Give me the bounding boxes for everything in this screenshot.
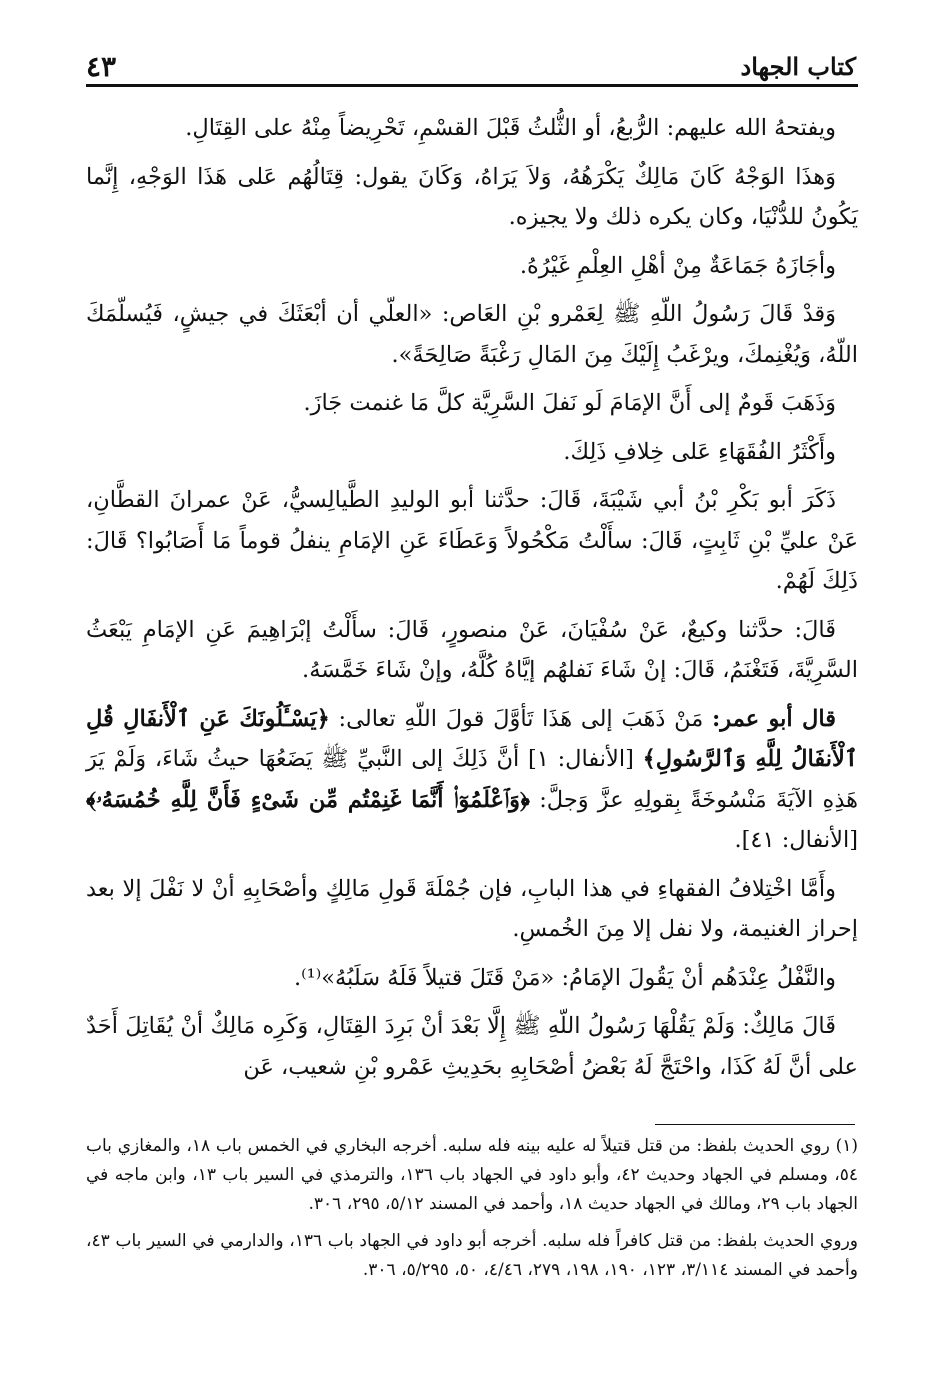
paragraph: وأجَازَهُ جَمَاعَةٌ مِنْ أهْلِ العِلْمِ غَيْرُهُ. <box>519 252 836 279</box>
header-rule <box>86 84 858 87</box>
paragraph: ويفتحهُ الله عليهم: الرُّبعُ، أو الثُّلثُ قَبْلَ القسْمِ، تَحْرِيضاً مِنْهُ على القِتَالِ. <box>185 115 836 141</box>
footnote-rule <box>655 1124 855 1125</box>
paragraph-text: مَنْ ذَهَبَ إلى هَذَا تَأوَّلَ قولَ اللّهِ تعالى: <box>338 705 704 732</box>
paragraph-text: [الأنفال: ١] أنَّ ذَلِكَ إلى النَّبيِّ ﷺ يَضَعُهَا حيثُ شَاءَ، وَلَمْ يَرَ هَذِهِ الآيَةَ مَنْسُوخَةً بِقولِهِ عزَّ وَجلَّ: <box>86 746 859 813</box>
speaker-label: قال أبو عمر: <box>711 705 837 732</box>
paragraph: ذَكَرَ أبو بَكْرِ بْنُ أبي شَيْبَةَ، قَالَ: حدَّثنا أبو الوليدِ الطَّيالِسيُّ، عَنْ عمرانَ القطَّانِ، عَنْ عليِّ بْنِ ثَابِتٍ، قَالَ: سأَلْتُ مَكْحُولاً وَعَطَاءَ عَنِ الإمَامِ ينفلُ قوماً مَا أَصَابُوا؟ قَالَ: ذَلِكَ لَهُمْ. <box>86 487 858 594</box>
quran-verse: ﴿يَسْـَٔلُونَكَ عَنِ ٱلْأَنفَالِ قُلِ ٱلْأَنفَالُ لِلَّهِ وَٱلرَّسُولِ﴾ <box>86 705 858 772</box>
paragraph: وَقدْ قَالَ رَسُولُ اللّهِ ﷺ لِعَمْرو بْنِ العَاص: «العلّي أن أبْعَثَكَ في جيشٍ، فَيُسلّمَكَ اللّهُ، وَيُغْنِمكَ، ويرْغَبُ إِلَيْكَ مِنَ المَالِ رَغْبَةً صَالِحَةً». <box>86 301 858 368</box>
paragraph: وَذَهَبَ قَومٌ إلى أَنَّ الإمَامَ لَو نَفلَ السَّرِيَّة كلَّ مَا غنمت جَازَ. <box>303 390 836 416</box>
footnotes <box>86 1132 858 1293</box>
abu-umar-paragraph <box>86 699 858 861</box>
paragraph: وَهذَا الوَجْهُ كَانَ مَالِكٌ يَكْرَهُهُ، وَلاَ يَرَاهُ، وَكَانَ يقول: قِتَالُهُم عَلى هَذَا الوَجْهِ، إِنَّما يَكُونُ للدُّنْيَا، وكان يكره ذلك ولا يجيزه. <box>86 163 858 230</box>
paragraph: وأَكْثَرُ الفُقَهَاءِ عَلى خِلافِ ذَلِكَ. <box>563 438 836 465</box>
main-text <box>86 108 858 1087</box>
paragraph: قَالَ مَالِكٌ: وَلَمْ يَقُلْهَا رَسُولُ اللّهِ ﷺ إِلَّا بَعْدَ أنْ بَرِدَ القِتَالِ، وَكَرِه مَالِكٌ أنْ يُقَاتِلَ أَحَدٌ على أنَّ لَهُ كَذَا، واحْتَجَّ لَهُ بَعْضُ أصْحَابِهِ بحَدِيثِ عَمْرو بْنِ شعيب، عَن <box>86 1013 858 1080</box>
footnote: وروي الحديث بلفظ: من قتل كافراً فله سلبه. أخرجه أبو داود في الجهاد باب ١٣٦، والدارمي في السير باب ٤٣، وأحمد في المسند ٣/١١٤، ١٢٣، ١٩٠، ١٩٨، ٢٧٩، ٤/٤٦، ٥٠، ٥/٢٩٥، ٣٠٦. <box>86 1231 858 1280</box>
quran-verse: ﴿وَٱعْلَمُوٓا۟ أَنَّمَا غَنِمْتُم مِّن شَىْءٍ فَأَنَّ لِلَّهِ خُمُسَهُۥ﴾ <box>86 786 531 813</box>
footnote: (١) روي الحديث بلفظ: من قتل قتيلاً له عليه بينه فله سلبه. أخرجه البخاري في الخمس باب ١٨، والمغازي باب ٥٤، ومسلم في الجهاد وحديث ٤٢، وأبو داود في الجهاد باب ١٣٦، والترمذي في السير باب ١٣، وابن ماجه في الجهاد باب ٢٩، ومالك في الجهاد حديث ١٨، وأحمد في المسند ٥/١٢، ٢٩٥، ٣٠٦. <box>86 1136 859 1214</box>
paragraph: قَالَ: حدَّثنا وكيعٌ، عَنْ سُفْيَانَ، عَنْ منصورٍ، قَالَ: سأَلْتُ إبْرَاهِيمَ عَنِ الإمَامِ يَبْعَثُ السَّرِيَّةَ، فَتَغْنَمُ، قَالَ: إنْ شَاءَ نَفلهُم إيَّاهُ كُلَّهُ، وإنْ شَاءَ خَمَّسَهُ. <box>86 616 858 683</box>
page-header <box>86 36 856 86</box>
verse-reference: [الأنفال: ٤١]. <box>734 827 858 853</box>
paragraph: والنَّفْلُ عِنْدَهُم أنْ يَقُولَ الإمَامُ: «مَنْ قَتَلَ قتيلاً فَلَهُ سَلَبُهُ»⁽¹⁾. <box>293 964 836 991</box>
paragraph: وأَمَّا اخْتِلافُ الفقهاءِ في هذا البابِ، فإن جُمْلَةَ قَولِ مَالِكٍ وأصْحَابِهِ أنْ لا نَفْلَ إلا بعد إحراز الغنيمة، ولا نفل إلا مِنَ الخُمسِ. <box>86 875 858 942</box>
running-title: كتاب الجهاد <box>740 52 856 81</box>
page-number: ٤٣ <box>86 50 117 83</box>
